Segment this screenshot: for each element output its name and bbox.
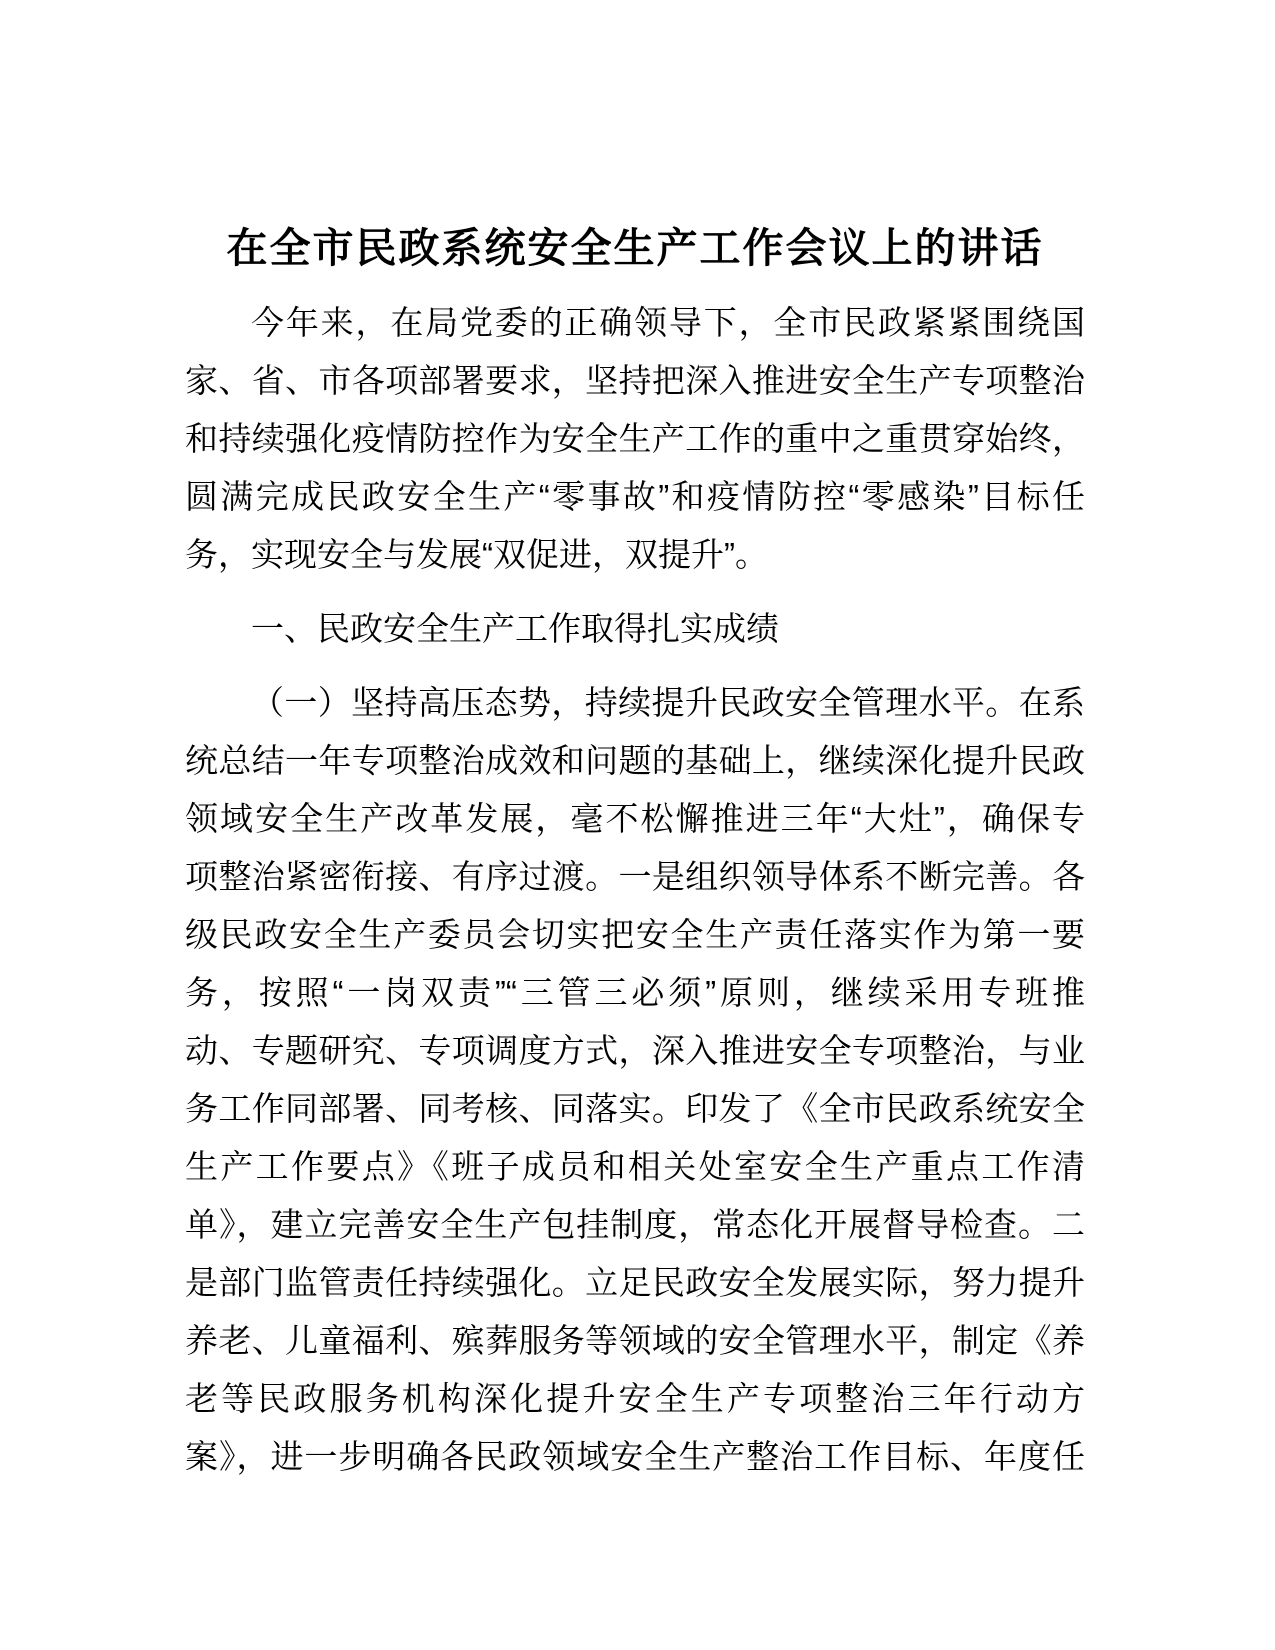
section-heading — [185, 600, 1085, 658]
text-line: 圆满完成民政安全生产“零事故”和疫情防控“零感染”目标任 — [185, 478, 1085, 515]
document-title: 在全市民政系统安全生产工作会议上的讲话 — [226, 225, 1044, 271]
text-line: 今年来，在局党委的正确领导下，全市民政紧紧围绕国 — [251, 304, 1085, 341]
text-line: 案》，进一步明确各民政领域安全生产整治工作目标、年度任 — [185, 1438, 1085, 1475]
text-line: 养老、儿童福利、殡葬服务等领域的安全管理水平，制定《养 — [185, 1322, 1085, 1359]
text-line: 动、专题研究、专项调度方式，深入推进安全专项整治，与业 — [185, 1032, 1085, 1069]
text-line: 家、省、市各项部署要求，坚持把深入推进安全生产专项整治 — [185, 362, 1085, 399]
paragraph — [185, 674, 1085, 1486]
text-line: 一、民政安全生产工作取得扎实成绩 — [251, 610, 779, 647]
text-line: 务，实现安全与发展“双促进，双提升”。 — [185, 536, 768, 573]
text-line: 生产工作要点》《班子成员和相关处室安全生产重点工作清 — [185, 1148, 1085, 1185]
text-line: 和持续强化疫情防控作为安全生产工作的重中之重贯穿始终， — [185, 420, 1085, 457]
text-line: （一）坚持高压态势，持续提升民政安全管理水平。在系 — [251, 684, 1085, 721]
text-line: 务，按照“一岗双责”“三管三必须”原则，继续采用专班推 — [185, 974, 1085, 1011]
text-line: 单》，建立完善安全生产包挂制度，常态化开展督导检查。二 — [185, 1206, 1085, 1243]
text-line: 项整治紧密衔接、有序过渡。一是组织领导体系不断完善。各 — [185, 858, 1085, 895]
text-line: 务工作同部署、同考核、同落实。印发了《全市民政系统安全 — [185, 1090, 1085, 1127]
text-line: 统总结一年专项整治成效和问题的基础上，继续深化提升民政 — [185, 742, 1085, 779]
text-line: 级民政安全生产委员会切实把安全生产责任落实作为第一要 — [185, 916, 1085, 953]
text-line: 是部门监管责任持续强化。立足民政安全发展实际，努力提升 — [185, 1264, 1085, 1301]
text-line: 老等民政服务机构深化提升安全生产专项整治三年行动方 — [185, 1380, 1085, 1417]
paragraph — [185, 294, 1085, 584]
document-body — [185, 294, 1085, 1486]
text-line: 领域安全生产改革发展，毫不松懈推进三年“大灶”，确保专 — [185, 800, 1085, 837]
